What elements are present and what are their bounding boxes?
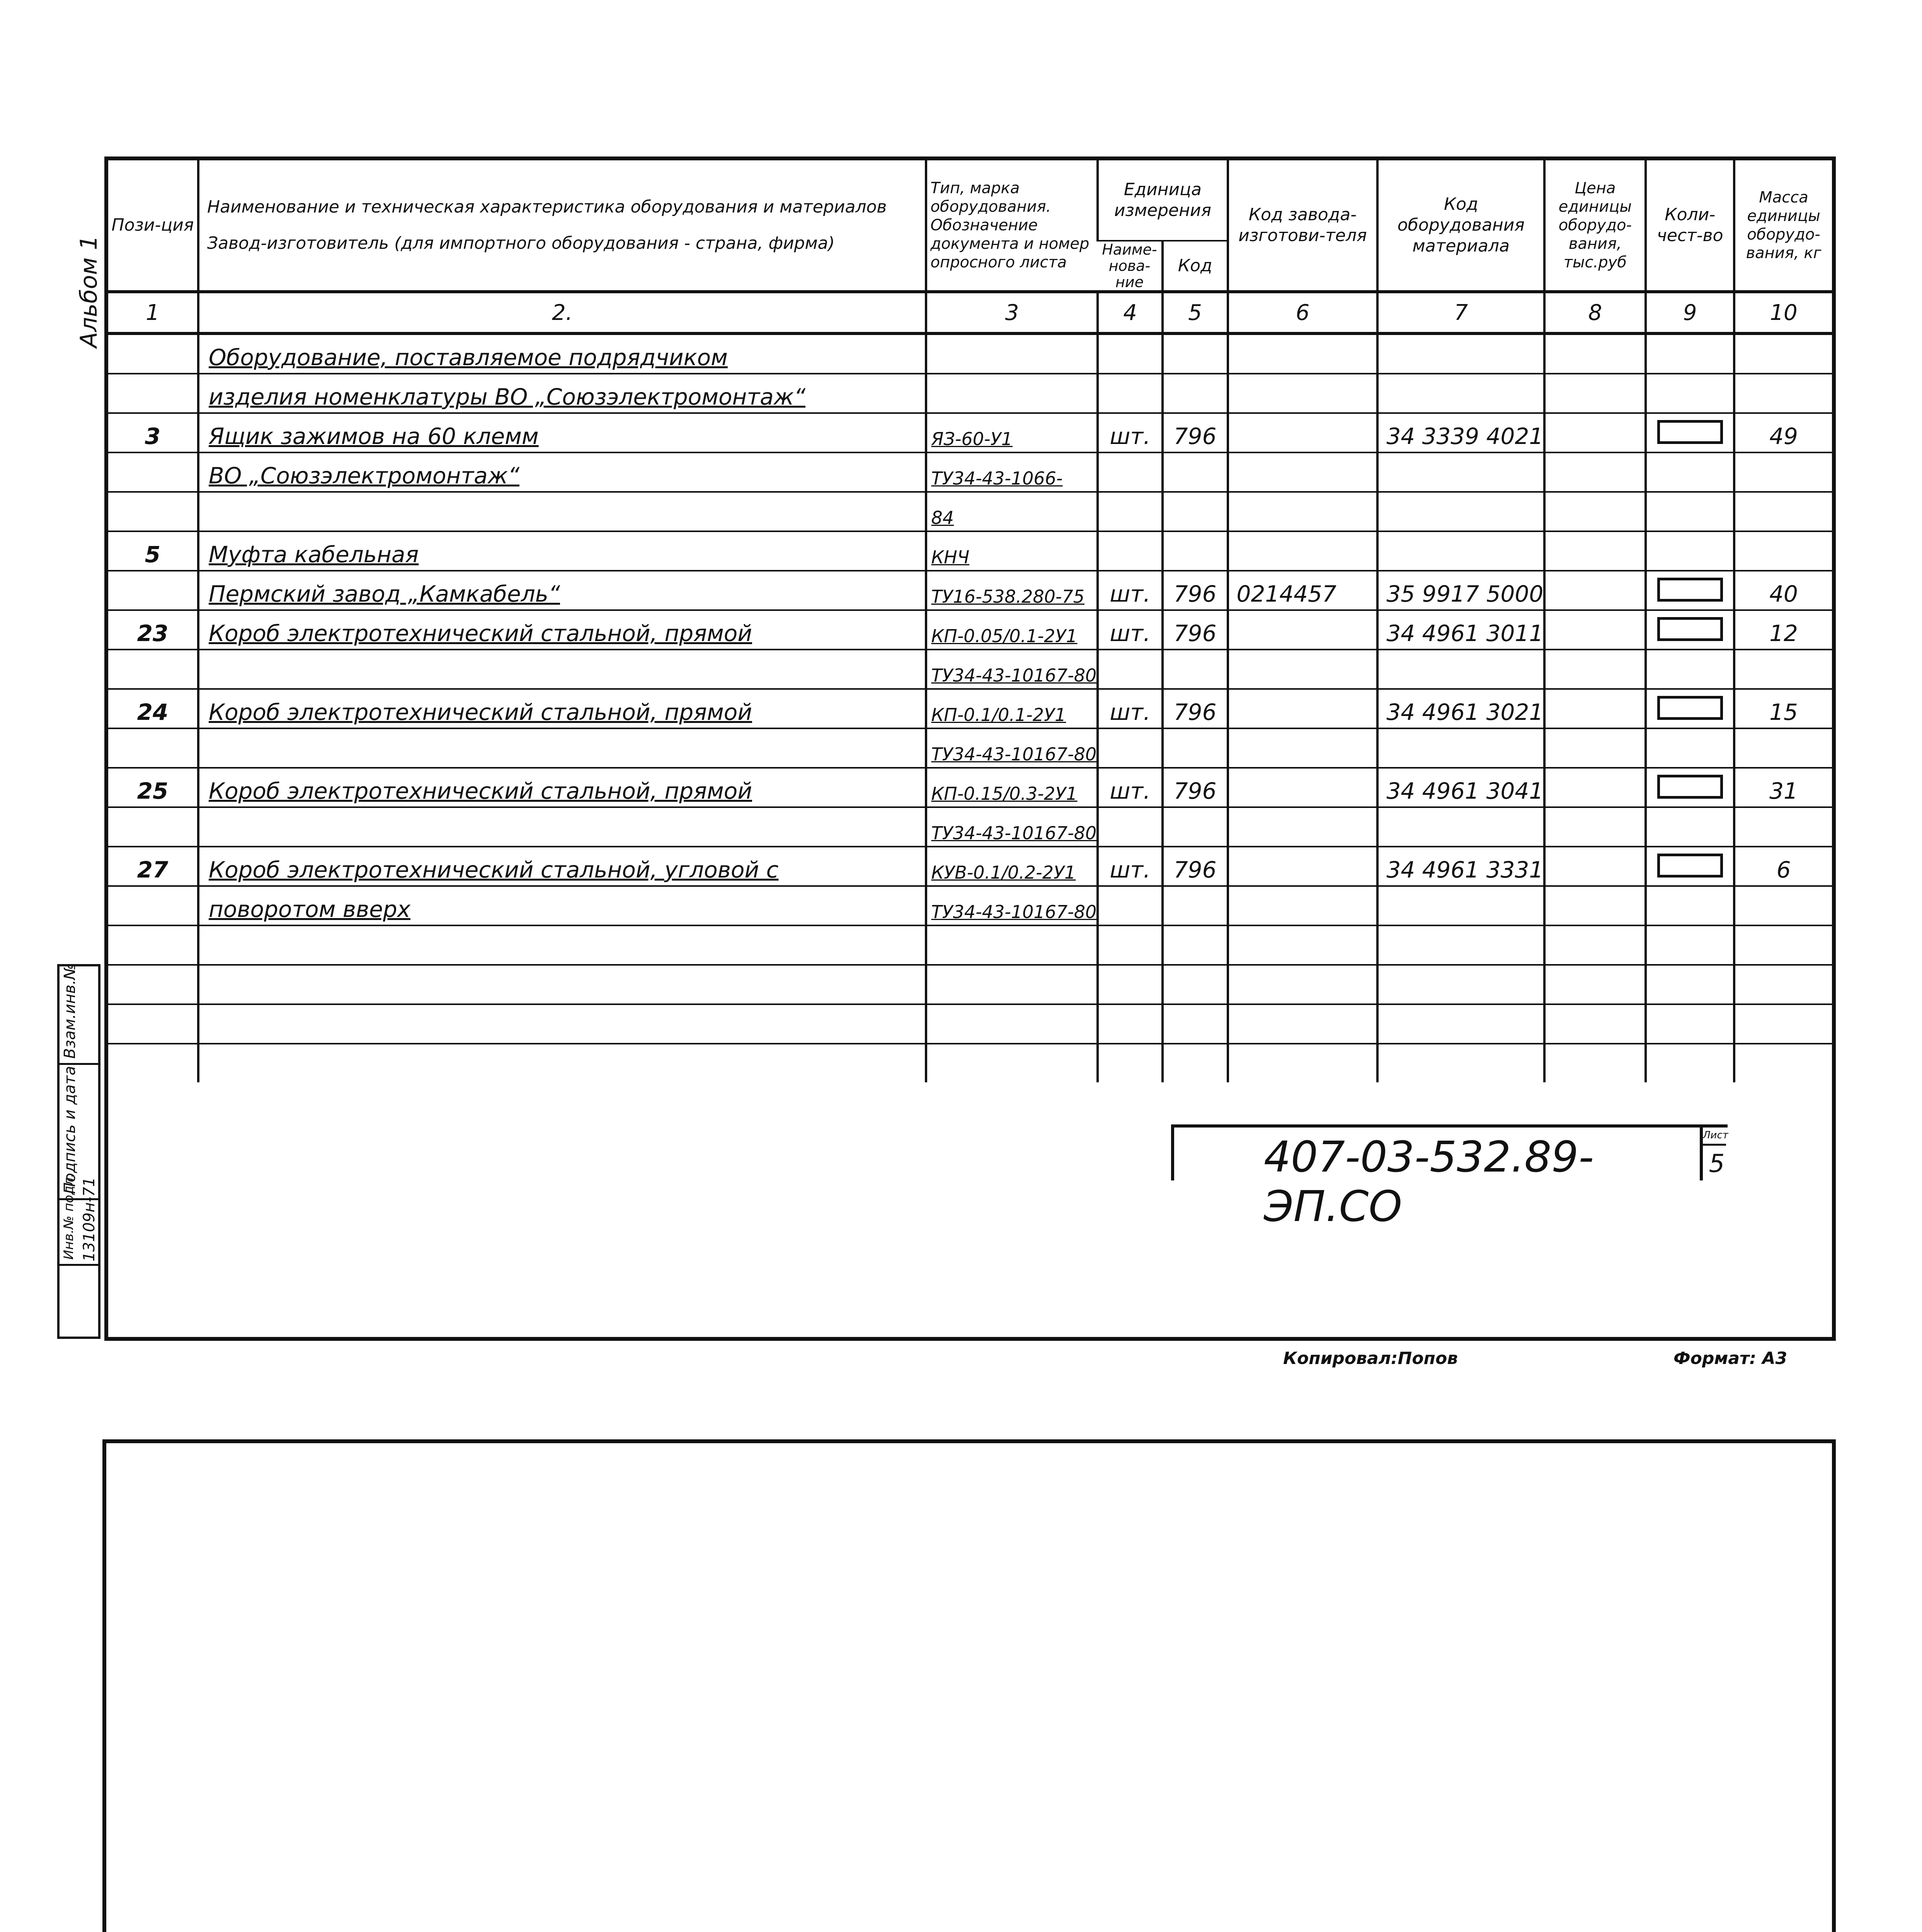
cell-price	[1544, 689, 1646, 728]
header-mfr-code: Код завода-изготови-теля	[1228, 160, 1378, 292]
cell-type	[926, 925, 1098, 965]
column-number: 1	[108, 292, 198, 333]
cell-name	[198, 728, 926, 768]
table-row	[108, 689, 1832, 728]
table-row	[108, 925, 1832, 965]
cell-qty	[1646, 650, 1734, 689]
qty-box	[1657, 578, 1723, 602]
cell-mass	[1734, 333, 1832, 374]
cell-qty	[1646, 452, 1734, 492]
cell-price	[1544, 965, 1646, 1004]
cell-name	[198, 1004, 926, 1044]
cell-unit-code: 796	[1163, 571, 1228, 610]
cell-mass: 40	[1734, 571, 1832, 610]
cell-equip-code: 34 4961 3331	[1377, 847, 1544, 886]
cell-equip-code: 35 9917 5000	[1377, 571, 1544, 610]
cell-name: ВО „Союзэлектромонтаж“	[198, 452, 926, 492]
table-row	[108, 571, 1832, 610]
table-row	[108, 728, 1832, 768]
cell-name	[198, 650, 926, 689]
cell-name: Оборудование, поставляемое подрядчиком	[198, 333, 926, 374]
cell-type: ТУ34-43-10167-80	[926, 650, 1098, 689]
cell-price	[1544, 886, 1646, 925]
cell-type: КУВ-0.1/0.2-2У1	[926, 847, 1098, 886]
cell-unit-code: 796	[1163, 413, 1228, 452]
header-name-line1: Наименование и техническая характеристика оборудования и материалов	[207, 197, 887, 217]
cell-type: ТУ34-43-10167-80	[926, 807, 1098, 847]
empty-sheet	[102, 1439, 1836, 1932]
cell-qty	[1646, 886, 1734, 925]
cell-type: 84	[926, 492, 1098, 531]
cell-unit: шт.	[1098, 413, 1162, 452]
cell-position: 5	[108, 531, 198, 571]
cell-position	[108, 452, 198, 492]
cell-mass	[1734, 886, 1832, 925]
cell-price	[1544, 333, 1646, 374]
cell-unit-code	[1163, 1044, 1228, 1082]
cell-price	[1544, 1044, 1646, 1082]
column-number: 9	[1646, 292, 1734, 333]
header-unit-group: Единица измерения	[1098, 160, 1227, 241]
sheet-number: 5	[1709, 1150, 1725, 1178]
qty-box	[1657, 617, 1723, 641]
qty-box	[1657, 696, 1723, 720]
cell-equip-code	[1377, 925, 1544, 965]
cell-unit	[1098, 1004, 1162, 1044]
column-number: 2.	[198, 292, 926, 333]
table-row	[108, 413, 1832, 452]
cell-mass	[1734, 531, 1832, 571]
cell-type: КП-0.05/0.1-2У1	[926, 610, 1098, 650]
cell-mass: 12	[1734, 610, 1832, 650]
document-code: 407-03-532.89-ЭП.СО	[1264, 1132, 1594, 1231]
cell-qty	[1646, 374, 1734, 413]
table-row	[108, 333, 1832, 374]
table-row	[108, 965, 1832, 1004]
cell-unit	[1098, 452, 1162, 492]
cell-qty	[1646, 768, 1734, 807]
cell-name: Пермский завод „Камкабель“	[198, 571, 926, 610]
cell-mass: 15	[1734, 689, 1832, 728]
side-field-replace: Взам.инв.№	[61, 963, 79, 1059]
table-row	[108, 807, 1832, 847]
cell-price	[1544, 728, 1646, 768]
cell-unit	[1098, 492, 1162, 531]
cell-price	[1544, 492, 1646, 531]
cell-position: 25	[108, 768, 198, 807]
cell-price	[1544, 847, 1646, 886]
cell-unit: шт.	[1098, 689, 1162, 728]
column-numbers-row	[108, 292, 1832, 333]
cell-position	[108, 728, 198, 768]
specification-table	[108, 160, 1832, 1082]
column-number: 10	[1734, 292, 1832, 333]
cell-equip-code: 34 4961 3011	[1377, 610, 1544, 650]
cell-name	[198, 807, 926, 847]
cell-unit: шт.	[1098, 768, 1162, 807]
copied-by: Копировал:Попов	[1283, 1349, 1458, 1368]
cell-unit-code	[1163, 333, 1228, 374]
cell-type	[926, 1004, 1098, 1044]
table-row	[108, 1044, 1832, 1082]
column-number: 4	[1098, 292, 1162, 333]
cell-mass	[1734, 492, 1832, 531]
table-row	[108, 886, 1832, 925]
cell-position	[108, 1044, 198, 1082]
cell-unit-code	[1163, 374, 1228, 413]
cell-mass	[1734, 650, 1832, 689]
cell-mfr-code	[1228, 965, 1378, 1004]
cell-name: Короб электротехнический стальной, прямой	[198, 689, 926, 728]
cell-mass	[1734, 728, 1832, 768]
cell-name: Муфта кабельная	[198, 531, 926, 571]
cell-mfr-code	[1228, 374, 1378, 413]
cell-unit	[1098, 925, 1162, 965]
cell-price	[1544, 571, 1646, 610]
cell-position	[108, 886, 198, 925]
cell-unit-code	[1163, 1004, 1228, 1044]
cell-name	[198, 965, 926, 1004]
cell-unit	[1098, 728, 1162, 768]
table-row	[108, 452, 1832, 492]
cell-type	[926, 333, 1098, 374]
cell-mfr-code	[1228, 531, 1378, 571]
cell-unit-code	[1163, 807, 1228, 847]
cell-position	[108, 925, 198, 965]
cell-equip-code: 34 4961 3041	[1377, 768, 1544, 807]
side-inventory-number: 13109н-71	[80, 1177, 98, 1262]
cell-mass: 49	[1734, 413, 1832, 452]
table-row	[108, 650, 1832, 689]
cell-unit: шт.	[1098, 571, 1162, 610]
cell-mfr-code	[1228, 492, 1378, 531]
cell-unit	[1098, 531, 1162, 571]
cell-mass: 6	[1734, 847, 1832, 886]
cell-type: ТУ34-43-10167-80	[926, 728, 1098, 768]
cell-price	[1544, 650, 1646, 689]
cell-name: поворотом вверх	[198, 886, 926, 925]
cell-unit-code	[1163, 965, 1228, 1004]
cell-mfr-code	[1228, 768, 1378, 807]
table-row	[108, 847, 1832, 886]
column-number: 7	[1377, 292, 1544, 333]
cell-unit-code	[1163, 728, 1228, 768]
cell-mfr-code	[1228, 886, 1378, 925]
cell-price	[1544, 374, 1646, 413]
header-qty: Коли-чест-во	[1646, 160, 1734, 292]
cell-equip-code	[1377, 333, 1544, 374]
column-number: 3	[926, 292, 1098, 333]
cell-position	[108, 650, 198, 689]
header-type: Тип, марка оборудования. Обозначение документа и номер опросного листа	[926, 160, 1098, 292]
cell-mfr-code	[1228, 925, 1378, 965]
cell-equip-code	[1377, 1044, 1544, 1082]
cell-type	[926, 374, 1098, 413]
cell-qty	[1646, 610, 1734, 650]
cell-mfr-code	[1228, 1044, 1378, 1082]
cell-mass	[1734, 374, 1832, 413]
title-block-divider	[1700, 1124, 1703, 1180]
cell-position	[108, 571, 198, 610]
cell-qty	[1646, 807, 1734, 847]
cell-mass	[1734, 1044, 1832, 1082]
cell-unit	[1098, 374, 1162, 413]
cell-price	[1544, 610, 1646, 650]
cell-unit	[1098, 807, 1162, 847]
side-field-signature: Подпись и дата	[61, 1066, 79, 1194]
cell-type: ЯЗ-60-У1	[926, 413, 1098, 452]
cell-unit	[1098, 965, 1162, 1004]
cell-equip-code	[1377, 374, 1544, 413]
table-row	[108, 610, 1832, 650]
cell-unit-code: 796	[1163, 768, 1228, 807]
cell-unit-code	[1163, 925, 1228, 965]
cell-unit	[1098, 886, 1162, 925]
header-name	[198, 160, 926, 292]
cell-unit-code: 796	[1163, 610, 1228, 650]
cell-name: Ящик зажимов на 60 клемм	[198, 413, 926, 452]
table-row	[108, 492, 1832, 531]
cell-mfr-code	[1228, 847, 1378, 886]
cell-mass: 31	[1734, 768, 1832, 807]
cell-position: 24	[108, 689, 198, 728]
cell-unit-code	[1163, 650, 1228, 689]
cell-price	[1544, 1004, 1646, 1044]
header-position: Пози-ция	[111, 215, 194, 235]
qty-box	[1657, 854, 1723, 878]
cell-mfr-code	[1228, 413, 1378, 452]
cell-qty	[1646, 925, 1734, 965]
cell-mfr-code	[1228, 610, 1378, 650]
cell-mass	[1734, 1004, 1832, 1044]
cell-mfr-code	[1228, 1004, 1378, 1044]
cell-name	[198, 492, 926, 531]
album-label: Альбом 1	[75, 235, 102, 348]
cell-type	[926, 1044, 1098, 1082]
header-equip-code: Код оборудования материала	[1377, 160, 1544, 292]
cell-type: КП-0.15/0.3-2У1	[926, 768, 1098, 807]
cell-price	[1544, 807, 1646, 847]
cell-position	[108, 965, 198, 1004]
cell-price	[1544, 531, 1646, 571]
table-body	[108, 333, 1832, 1082]
cell-equip-code	[1377, 531, 1544, 571]
paper-format: Формат: А3	[1673, 1349, 1788, 1368]
cell-name: изделия номенклатуры ВО „Союзэлектромонтаж“	[198, 374, 926, 413]
table-row	[108, 374, 1832, 413]
cell-qty	[1646, 1044, 1734, 1082]
cell-unit	[1098, 1044, 1162, 1082]
cell-mfr-code	[1228, 452, 1378, 492]
cell-position	[108, 492, 198, 531]
table-row	[108, 1004, 1832, 1044]
cell-name: Короб электротехнический стальной, прямой	[198, 610, 926, 650]
cell-mfr-code	[1228, 807, 1378, 847]
cell-type	[926, 965, 1098, 1004]
column-number: 6	[1228, 292, 1378, 333]
cell-qty	[1646, 689, 1734, 728]
cell-name: Короб электротехнический стальной, угловой с	[198, 847, 926, 886]
cell-qty	[1646, 847, 1734, 886]
cell-mfr-code	[1228, 689, 1378, 728]
cell-qty	[1646, 728, 1734, 768]
cell-qty	[1646, 333, 1734, 374]
cell-price	[1544, 768, 1646, 807]
cell-position	[108, 1004, 198, 1044]
cell-position	[108, 374, 198, 413]
cell-position: 3	[108, 413, 198, 452]
cell-mass	[1734, 452, 1832, 492]
cell-mfr-code: 0214457	[1228, 571, 1378, 610]
table-row	[108, 531, 1832, 571]
cell-qty	[1646, 965, 1734, 1004]
cell-type: КНЧ	[926, 531, 1098, 571]
cell-unit: шт.	[1098, 610, 1162, 650]
side-field-inventory: Инв.№ подл.	[61, 1173, 77, 1260]
header-unit-code: Код	[1163, 241, 1228, 292]
cell-position	[108, 333, 198, 374]
cell-qty	[1646, 531, 1734, 571]
cell-price	[1544, 413, 1646, 452]
table-row	[108, 768, 1832, 807]
cell-equip-code	[1377, 1004, 1544, 1044]
cell-qty	[1646, 571, 1734, 610]
cell-equip-code: 34 4961 3021	[1377, 689, 1544, 728]
qty-box	[1657, 775, 1723, 799]
qty-box	[1657, 420, 1723, 444]
cell-equip-code: 34 3339 4021	[1377, 413, 1544, 452]
cell-equip-code	[1377, 728, 1544, 768]
header-name-line2: Завод-изготовитель (для импортного оборудования - страна, фирма)	[207, 233, 835, 253]
column-number: 8	[1544, 292, 1646, 333]
cell-mass	[1734, 925, 1832, 965]
cell-unit	[1098, 650, 1162, 689]
cell-unit	[1098, 333, 1162, 374]
column-number: 5	[1163, 292, 1228, 333]
cell-type: КП-0.1/0.1-2У1	[926, 689, 1098, 728]
cell-equip-code	[1377, 965, 1544, 1004]
cell-unit: шт.	[1098, 847, 1162, 886]
cell-position	[108, 807, 198, 847]
cell-unit-code: 796	[1163, 847, 1228, 886]
cell-price	[1544, 925, 1646, 965]
header-mass: Масса единицы оборудо-вания, кг	[1734, 160, 1832, 292]
cell-name: Короб электротехнический стальной, прямой	[198, 768, 926, 807]
cell-mass	[1734, 965, 1832, 1004]
cell-type: ТУ34-43-10167-80	[926, 886, 1098, 925]
cell-unit-code	[1163, 531, 1228, 571]
cell-unit-code	[1163, 886, 1228, 925]
sheet-label-text: Лист	[1703, 1129, 1728, 1141]
cell-unit-code	[1163, 492, 1228, 531]
cell-position: 27	[108, 847, 198, 886]
cell-qty	[1646, 413, 1734, 452]
header-price: Цена единицы оборудо-вания, тыс.руб	[1544, 160, 1646, 292]
cell-mfr-code	[1228, 333, 1378, 374]
cell-name	[198, 1044, 926, 1082]
cell-equip-code	[1377, 452, 1544, 492]
cell-mass	[1734, 807, 1832, 847]
cell-unit-code	[1163, 452, 1228, 492]
cell-equip-code	[1377, 807, 1544, 847]
cell-mfr-code	[1228, 650, 1378, 689]
cell-type: ТУ34-43-1066-	[926, 452, 1098, 492]
cell-type: ТУ16-538.280-75	[926, 571, 1098, 610]
cell-position: 23	[108, 610, 198, 650]
cell-price	[1544, 452, 1646, 492]
cell-equip-code	[1377, 492, 1544, 531]
header-unit-name: Наиме-нова-ние	[1098, 241, 1162, 292]
cell-unit-code: 796	[1163, 689, 1228, 728]
cell-name	[198, 925, 926, 965]
cell-qty	[1646, 1004, 1734, 1044]
cell-equip-code	[1377, 650, 1544, 689]
cell-qty	[1646, 492, 1734, 531]
sheet-label	[1703, 1128, 1726, 1146]
cell-mfr-code	[1228, 728, 1378, 768]
cell-equip-code	[1377, 886, 1544, 925]
